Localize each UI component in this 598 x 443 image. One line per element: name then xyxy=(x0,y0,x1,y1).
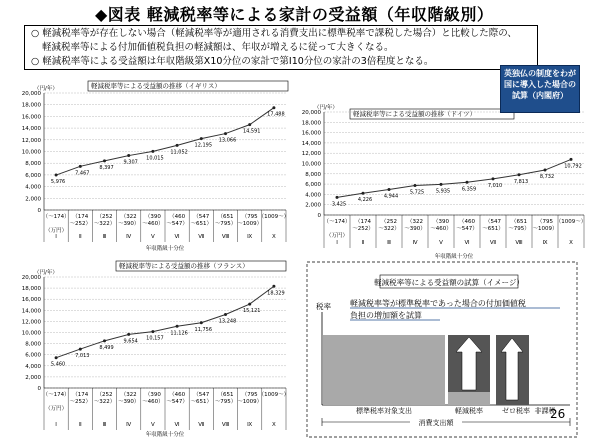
data-label: 13,066 xyxy=(218,137,237,144)
x-range-label: ～460） xyxy=(142,399,164,405)
x-category-label: Ⅰ xyxy=(55,422,57,428)
y-tick-label: 4,000 xyxy=(305,192,321,199)
summary-line-1: ○ 軽減税率等が存在しない場合（軽減税率等が適用される消費支出に標準税率で課税した場合）と比較した際の、 xyxy=(31,28,517,39)
page-number: 26 xyxy=(550,407,566,421)
y-tick-label: 14,000 xyxy=(301,140,321,147)
source-callout xyxy=(500,65,580,113)
x-range-label: ～252） xyxy=(69,221,92,227)
x-range-label: （～174） xyxy=(323,219,351,225)
x-range-label: （547 xyxy=(193,214,210,220)
y-tick-label: 16,000 xyxy=(21,297,41,304)
data-label: 14,591 xyxy=(242,128,261,135)
x-range-label: （322 xyxy=(120,392,137,398)
x-range-label: （1009～） xyxy=(555,219,587,225)
data-label: 5,725 xyxy=(409,189,425,196)
x-range-label: ～390） xyxy=(117,221,140,227)
x-category-label: Ⅳ xyxy=(126,234,132,240)
y-tick-label: 14,000 xyxy=(21,308,41,315)
x-range-label: （174 xyxy=(72,214,89,220)
callout-line-1: 英独仏の制度をわが xyxy=(504,69,576,78)
x-range-label: ～1009） xyxy=(532,226,558,232)
x-category-label: Ⅰ xyxy=(336,240,338,246)
x-range-label: （174 xyxy=(355,219,371,225)
data-label: 11,756 xyxy=(194,326,213,333)
x-range-label: （252 xyxy=(96,214,113,220)
x-category-label: Ⅵ xyxy=(174,234,180,240)
y-tick-label: 12,000 xyxy=(21,137,41,144)
x-category-label: Ⅹ xyxy=(272,422,276,428)
x-range-label: ～322） xyxy=(93,399,116,405)
y-tick-label: 6,000 xyxy=(305,182,321,189)
y-axis-unit: （円/年） xyxy=(34,270,58,276)
x-category-label: Ⅴ xyxy=(151,422,155,428)
x-category-label: Ⅶ xyxy=(489,240,497,246)
y-tick-label: 20,000 xyxy=(21,275,41,281)
x-category-label: Ⅷ xyxy=(515,240,523,246)
x-range-label: （795 xyxy=(241,214,258,220)
y-axis-unit: （円/年） xyxy=(314,105,338,111)
x-range-label: ～322） xyxy=(93,221,116,227)
data-label: 7,010 xyxy=(487,182,503,189)
data-label: 4,226 xyxy=(357,197,373,204)
y-tick-label: 8,000 xyxy=(25,341,41,348)
page-title: ◆図表 軽減税率等による家計の受益額（年収階級別） xyxy=(95,5,494,24)
x-category-label: Ⅱ xyxy=(78,422,82,428)
diagram-category-label: 標準税率対象支出 xyxy=(356,407,412,415)
x-category-label: Ⅷ xyxy=(221,234,230,240)
y-tick-label: 4,000 xyxy=(25,363,41,370)
x-axis-label: 年収階級十分位 xyxy=(145,246,185,252)
x-range-label: ～252） xyxy=(69,399,92,405)
callout-line-2: 国に導入した場合の xyxy=(504,80,576,89)
x-category-label: Ⅴ xyxy=(439,240,443,246)
diagram-category-label: 非課税 xyxy=(534,407,556,415)
y-tick-label: 8,000 xyxy=(305,171,321,178)
y-tick-label: 4,000 xyxy=(25,184,41,191)
data-label: 10,792 xyxy=(564,163,582,170)
data-label: 13,248 xyxy=(218,318,237,325)
data-label: 5,976 xyxy=(50,179,66,186)
x-range-label: ～252） xyxy=(352,226,374,232)
x-category-label: Ⅲ xyxy=(102,422,107,428)
x-axis-label: 年収階級十分位 xyxy=(145,432,185,438)
x-category-label: Ⅹ xyxy=(272,234,276,240)
chart-title: 軽減税率等による受益額の推移（イギリス） xyxy=(91,82,221,90)
chart-title: 軽減税率等による受益額の推移（ドイツ） xyxy=(353,110,477,118)
x-category-label: Ⅳ xyxy=(412,240,418,246)
diagram-y-label: 税率 xyxy=(316,302,331,311)
x-range-label: （252 xyxy=(381,219,397,225)
x-category-label: Ⅶ xyxy=(198,422,205,428)
data-label: 9,307 xyxy=(123,159,138,166)
diagram-category-label: ゼロ税率 xyxy=(502,407,530,415)
x-range-label: （547 xyxy=(193,392,210,398)
x-range-label: ～795） xyxy=(508,226,530,232)
x-range-label: （460 xyxy=(169,392,186,398)
x-range-label: ～390） xyxy=(404,226,426,232)
x-range-label: ～795） xyxy=(214,399,237,405)
y-tick-label: 20,000 xyxy=(21,91,41,97)
x-range-label: （795 xyxy=(537,219,553,225)
x-category-label: Ⅲ xyxy=(102,234,107,240)
x-category-label: Ⅷ xyxy=(221,422,230,428)
y-tick-label: 20,000 xyxy=(301,110,321,116)
data-label: 11,126 xyxy=(170,330,188,337)
y-tick-label: 0 xyxy=(37,386,41,392)
x-range-label: ～547） xyxy=(456,226,478,232)
data-label: 8,732 xyxy=(539,174,555,181)
standard-rate-block xyxy=(323,335,445,405)
y-tick-label: 16,000 xyxy=(21,114,41,121)
y-tick-label: 0 xyxy=(37,208,41,214)
y-tick-label: 12,000 xyxy=(301,151,321,158)
x-range-label: （651 xyxy=(217,392,234,398)
y-tick-label: 2,000 xyxy=(25,374,41,381)
x-category-label: Ⅵ xyxy=(174,422,180,428)
data-label: 10,015 xyxy=(146,155,164,162)
x-range-label: （651 xyxy=(217,214,234,220)
data-label: 11,052 xyxy=(170,149,188,156)
x-range-label: （651 xyxy=(511,219,527,225)
x-range-label: （252 xyxy=(96,392,113,398)
x-range-label: ～547） xyxy=(166,221,188,227)
diagram-desc-line-2: 負担の増加額を試算 xyxy=(350,311,422,320)
x-range-label: ～460） xyxy=(142,221,164,227)
y-tick-label: 0 xyxy=(317,213,321,219)
y-tick-label: 18,000 xyxy=(21,286,41,293)
x-axis-label: 年収階級十分位 xyxy=(434,254,474,260)
x-range-label: ～651） xyxy=(190,221,213,227)
diagram-x-label: 消費支出額 xyxy=(418,419,454,427)
x-range-label: （1009～） xyxy=(258,392,290,398)
data-label: 5,935 xyxy=(435,188,451,195)
x-range-label: （795 xyxy=(241,392,258,398)
data-label: 12,195 xyxy=(194,142,213,149)
x-range-label: （～174） xyxy=(42,392,70,398)
x-range-label: （390 xyxy=(144,392,161,398)
data-label: 7,013 xyxy=(75,353,90,360)
x-category-label: Ⅶ xyxy=(198,234,205,240)
y-tick-label: 16,000 xyxy=(301,130,321,137)
x-category-label: Ⅹ xyxy=(569,240,573,246)
summary-line-3: ○ 軽減税率等による受益額は年収階級第Ⅹ10分位の家計で第Ⅰ10分位の家計の3倍程度となる。 xyxy=(31,56,434,67)
y-axis-unit: （円/年） xyxy=(34,86,58,92)
data-label: 8,397 xyxy=(99,164,114,171)
x-range-label: （322 xyxy=(407,219,423,225)
x-category-label: Ⅸ xyxy=(247,422,253,428)
y-tick-label: 18,000 xyxy=(301,120,321,127)
x-range-label: （390 xyxy=(433,219,449,225)
y-tick-label: 10,000 xyxy=(21,149,41,156)
x-range-label: （174 xyxy=(72,392,89,398)
x-range-label: ～322） xyxy=(378,226,400,232)
callout-line-3: 試算（内閣府） xyxy=(512,91,568,100)
diagram-desc-line-1: 軽減税率等が標準税率であった場合の付加価値税 xyxy=(350,299,526,308)
summary-line-2: 軽減税率等による付加価値税負担の軽減額は、年収が増えるに従って大きくなる。 xyxy=(42,42,394,53)
x-category-label: Ⅱ xyxy=(361,240,365,246)
x-range-label: ～1009） xyxy=(237,221,263,227)
x-range-label: ～651） xyxy=(190,399,213,405)
data-label: 6,359 xyxy=(461,186,477,193)
x-range-label: ～460） xyxy=(430,226,452,232)
x-category-label: Ⅰ xyxy=(55,234,57,240)
x-range-unit: （万円） xyxy=(45,228,68,234)
x-category-label: Ⅱ xyxy=(78,234,82,240)
x-range-label: （390 xyxy=(144,214,161,220)
data-label: 7,813 xyxy=(513,178,529,185)
data-label: 10,157 xyxy=(146,335,164,342)
x-range-label: ～1009） xyxy=(237,399,263,405)
y-tick-label: 14,000 xyxy=(21,126,41,133)
data-label: 15,121 xyxy=(242,308,261,315)
x-range-label: （322 xyxy=(120,214,137,220)
chart-title: 軽減税率等による受益額の推移（フランス） xyxy=(119,262,249,270)
x-range-label: （547 xyxy=(485,219,501,225)
y-tick-label: 12,000 xyxy=(21,319,41,326)
x-range-label: （460 xyxy=(169,214,186,220)
data-label: 9,654 xyxy=(123,338,138,345)
y-tick-label: 8,000 xyxy=(25,161,41,168)
x-range-label: （460 xyxy=(459,219,475,225)
x-range-label: （～174） xyxy=(42,214,70,220)
y-tick-label: 6,000 xyxy=(25,172,41,179)
x-category-label: Ⅵ xyxy=(464,240,470,246)
x-range-label: ～651） xyxy=(482,226,504,232)
data-label: 7,467 xyxy=(75,170,90,177)
reduced-rate-base xyxy=(448,392,490,405)
diagram-category-label: 軽減税率 xyxy=(455,407,483,415)
y-tick-label: 2,000 xyxy=(25,196,41,203)
data-label: 8,499 xyxy=(99,344,114,351)
data-label: 4,944 xyxy=(383,193,399,200)
y-tick-label: 2,000 xyxy=(305,202,321,209)
x-range-label: ～795） xyxy=(214,221,237,227)
y-tick-label: 6,000 xyxy=(25,352,41,359)
data-label: 5,460 xyxy=(50,361,66,368)
diagram-title: 軽減税率等による受益額の試算（イメージ） xyxy=(374,278,524,287)
x-range-label: ～547） xyxy=(166,399,188,405)
x-category-label: Ⅸ xyxy=(542,240,548,246)
data-label: 18,329 xyxy=(267,290,285,297)
x-category-label: Ⅸ xyxy=(247,234,253,240)
data-label: 3,425 xyxy=(331,201,347,208)
x-category-label: Ⅲ xyxy=(387,240,391,246)
x-range-unit: （万円） xyxy=(325,233,349,239)
y-tick-label: 10,000 xyxy=(301,161,321,168)
y-tick-label: 18,000 xyxy=(21,102,41,109)
x-category-label: Ⅴ xyxy=(151,234,155,240)
x-range-label: ～390） xyxy=(117,399,140,405)
x-range-unit: （万円） xyxy=(45,406,68,412)
x-range-label: （1009～） xyxy=(258,214,290,220)
data-label: 17,488 xyxy=(267,111,285,118)
y-tick-label: 10,000 xyxy=(21,330,41,337)
x-category-label: Ⅳ xyxy=(126,422,132,428)
